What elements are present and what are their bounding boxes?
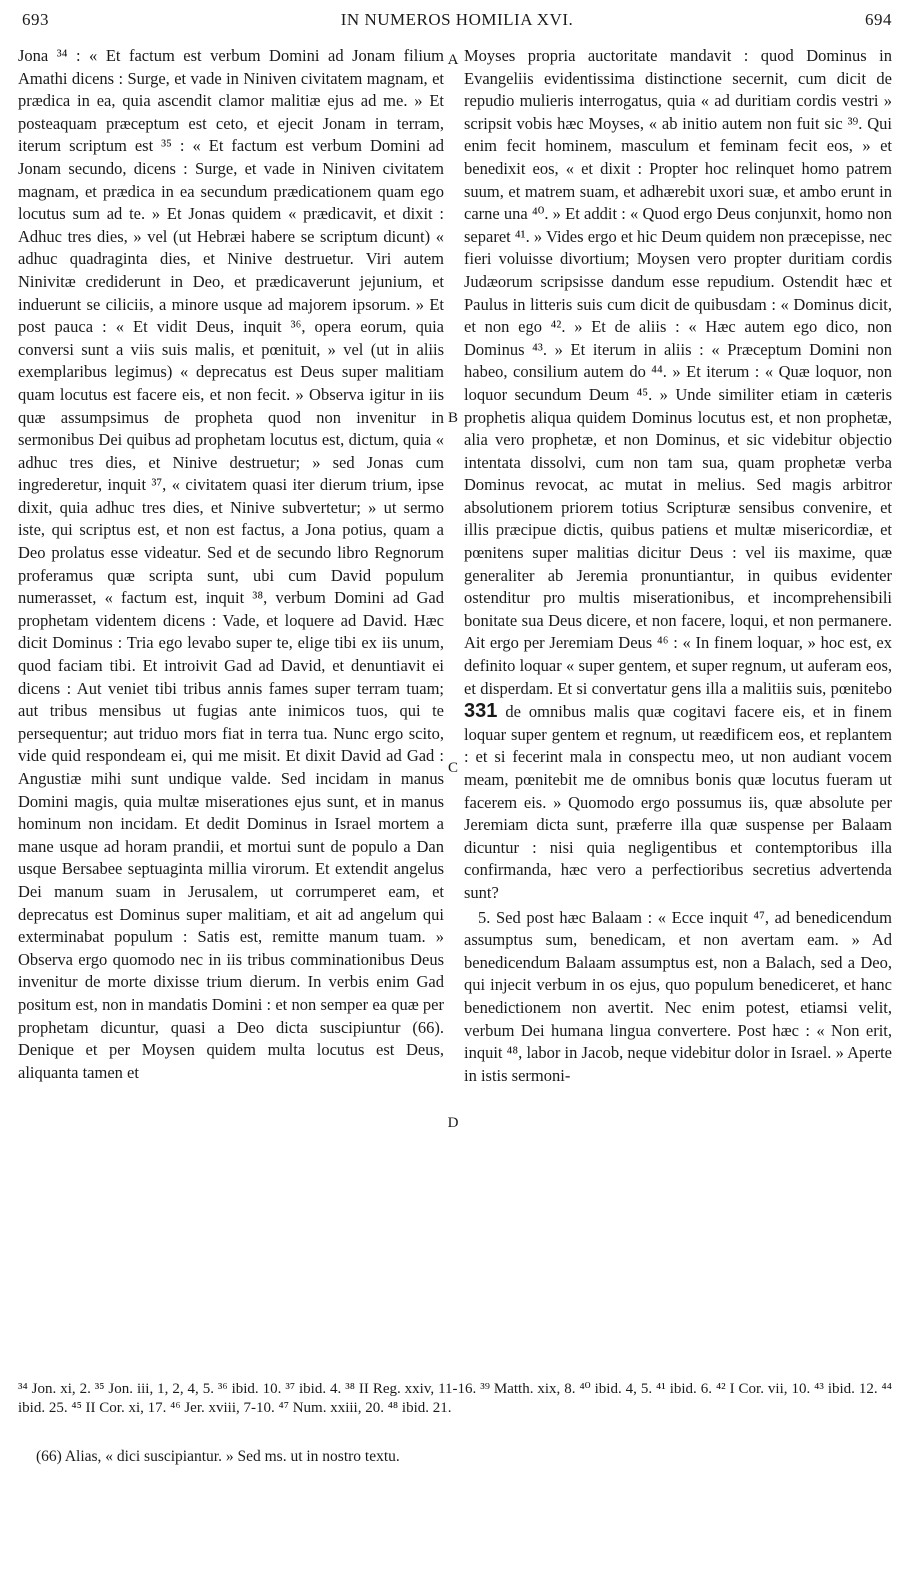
critical-apparatus: (66) Alias, « dici suscipiantur. » Sed ms. ut in nostro textu.	[36, 1448, 400, 1465]
page-number-left: 693	[22, 10, 49, 29]
margin-letter-c: C	[447, 760, 458, 776]
footnotes: ³⁴ Jon. xi, 2. ³⁵ Jon. iii, 1, 2, 4, 5. ³⁶ ibid. 10. ³⁷ ibid. 4. ³⁸ II Reg. xxiv, 11-16. ³⁹ Matth. xix, 8. ⁴⁰ ibid. 4, 5. ⁴¹ ibid. 6. ⁴² I Cor. vii, 10. ⁴³ ibid. 12. ⁴⁴ ibid. 25. ⁴⁵ II Cor. xi, 17. ⁴⁶ Jer. xviii, 7-10. ⁴⁷ Num. xxiii, 20. ⁴⁸ ibid. 21.	[18, 1381, 892, 1416]
right-paragraph-1-tail: de omnibus malis quæ cogitavi facere eis, et in finem loquar super gentem et regnum, ut reædificem eos, et replantem : et si fecerint mala in conspectu meo, ut non audiant vocem meam, pœnitebit me de omnibus bonis quæ locutus fueram ut facerem eis. » Quomodo ergo possumus iis, quæ absolute per Jeremiam dicta sunt, præferre illa quæ suspense per Balaam dicuntur : nisi quia negligentibus et contemptoribus illa confirmanda, hæc vero a perfectioribus secretius advertenda sunt?	[464, 702, 892, 902]
right-paragraph-1-text: Moyses propria auctoritate mandavit : quod Dominus in Evangeliis evidentissima distinctione secernit, cum dicit de repudio mulieris interrogatus, quia « ad duritiam cordis vestri » scripsit vobis hæc Moyses, « ab initio autem non fuit sic ³⁹. Qui enim fecit hominem, masculum et feminam fecit eos, » et benedixit eos, « et dixit : Propter hoc relinquet homo patrem suum, et matrem suam, et adhærebit uxori suæ, et ambo erunt in carne una ⁴⁰. » Et addit : « Quod ergo Deus conjunxit, homo non separet ⁴¹. » Vides ergo et hic Deum quidem non præcepisse, nec fieri voluisse divortium; Moysen vero propter duritiam cordis Judæorum scripsisse dandum esse repudium. Ostendit hæc et Paulus in litteris suis cum dicit de quibusdam : « Dominus dicit, et non ego ⁴². » Et de aliis : « Hæc autem ego dico, non Dominus ⁴³. » Et iterum in aliis : « Præceptum Domini non habeo, consilium autem do ⁴⁴. » Et iterum : « Quæ loquor, non loquor secundum Deum ⁴⁵. » Unde similiter etiam in cæteris prophetis aliqua quidem Dominus locutus est, et non prophetæ, alia vero prophetæ, et non Dominus, et sic videbitur objectio intentata dissolvi, cum non tam sua, quam prophetæ verba Dominus revocat, ac mutat in melius. Sed magis arbitror absolutionem priorem totius Scripturæ sensibus convenire, et illis præcipue dictis, quibus patiens et multæ misericordiæ, et pœnitens super malitias dicitur Deus : vel iis maxime, quæ generaliter ab Jeremia pronuntiantur, in quibus evidenter ostenditur pro multis miserationibus, et incomprehensibili bonitate sua Deus dicere, et non facere, loqui, et non permanere. Ait ergo per Jeremiam Deus ⁴⁶ : « In finem loquar, » hoc est, ex definito loquar « super gentem, et super regnum, ut auferam eos, et disperdam. Et si convertatur gens illa a malitiis suis, pœnitebo	[464, 46, 892, 698]
right-column	[464, 45, 892, 1087]
left-column-text: Jona ³⁴ : « Et factum est verbum Domini ad Jonam filium Amathi dicens : Surge, et vade in Niniven civitatem magnam, et prædica in ea, quia ascendit clamor malitiæ ejus ad me. » Et posteaquam præceptum est ceto, et ejecit Jonam in terram, iterum scriptum est ³⁵ : « Et factum est verbum Domini ad Jonam secundo, dicens : Surge, et vade in Niniven civitatem magnam, et prædica in ea secundum prædicationem quam ego locutus sum ad te. » Et Jonas quidem « prædicavit, et dixit : Adhuc tres dies, » vel (ut Hebræi habere se scriptum dicunt) « adhuc quadraginta dies, et Ninive destruetur. Viri autem Ninivitæ crediderunt in Deo, et prædicaverunt jejunium, et induerunt se ciliciis, a minore usque ad majorem ipsorum. » Et post pauca : « Et vidit Deus, inquit ³⁶, opera eorum, quia conversi sunt a viis suis malis, et pœnituit, » vel (ut in aliis exemplaribus legimus) « deprecatus est Deus super malitiam quam locutus est facere eis, et non fecit. » Observa igitur in iis quæ assumpsimus de propheta quod non invenitur in sermonibus Dei quibus ad prophetam locutus est, dictum, quia « adhuc tres dies, et Ninive destruetur; » sed Jonas cum ingrederetur, inquit ³⁷, « civitatem quasi iter dierum trium, ipse dixit, quia adhuc tres dies, et Ninive subvertetur; » ut sermo iste, qui scriptus est, et non est factus, a Jona potius, quam a Deo prolatus esse videatur. Sed et de secundo libro Regnorum proferamus quæ scripta sunt, ubi cum David populum numerasset, « factum est, inquit ³⁸, verbum Domini ad Gad prophetam videntem dicens : Vade, et loquere ad David. Hæc dicit Dominus : Tria ego levabo super te, elige tibi ex iis unum, quod faciam tibi. Et introivit Gad ad David, et denuntiavit ei dicens : Aut veniet tibi tribus annis fames super terram tuam; aut tribus mensibus ut fugias ante inimicos tuos, qui te persequentur; aut triduo mors fiat in terra tua. Nunc ergo scito, vide quid respondeam ei, qui me misit. Et dixit David ad Gad : Angustiæ mihi sunt undique valde. Sed incidam in manus Domini magis, quia multæ miserationes ejus sunt, et in manus hominum non incidam. Et dedit Dominus in Israel mortem a mane usque ad horam prandii, et mortui sunt de populo a Dan usque Bersabee septuaginta millia virorum. Et extendit angelus Dei manum suam in Jerusalem, ut corrumperet eam, et deprecatus est Dominus super malitiam, et ait ad angelum qui exterminabat populum : Satis est, remitte manum tuam. » Observa ergo quomodo nec in iis tribus comminationibus Deus invenitur de morte dixisse trium dierum. In verbis enim Gad positum est, non in mandatis Domini : et non semper ea quæ per prophetam dicuntur, quasi a Deo dicta suscipiuntur (66). Denique et per Moysen quidem multa locutus est Deus, aliquanta tamen et	[18, 46, 444, 1082]
right-paragraph-2: 5. Sed post hæc Balaam : « Ecce inquit ⁴⁷, ad benedicendum assumptus sum, benedicam, et non avertam eam. » Ad benedicendum Balaam assumptus est, non a Balach, sed a Deo, qui injecit verbum in os ejus, quo populum benediceret, et hanc benedictionem non avertit. Nec enim potest, etiamsi velit, verbum Dei humana lingua convertere. Post hæc : « Non erit, inquit ⁴⁸, labor in Jacob, neque videbitur dolor in Israel. » Aperte in istis sermoni-	[464, 907, 892, 1085]
right-paragraph-1	[464, 45, 892, 905]
left-column	[18, 45, 444, 1084]
column-number: 331	[464, 700, 498, 723]
margin-letter-b: B	[447, 410, 458, 426]
running-title: IN NUMEROS HOMILIA XVI.	[340, 10, 574, 29]
margin-letter-a: A	[447, 52, 459, 68]
running-header	[22, 10, 892, 36]
margin-letter-d: D	[447, 1115, 459, 1131]
page-number-right: 694	[865, 10, 892, 29]
